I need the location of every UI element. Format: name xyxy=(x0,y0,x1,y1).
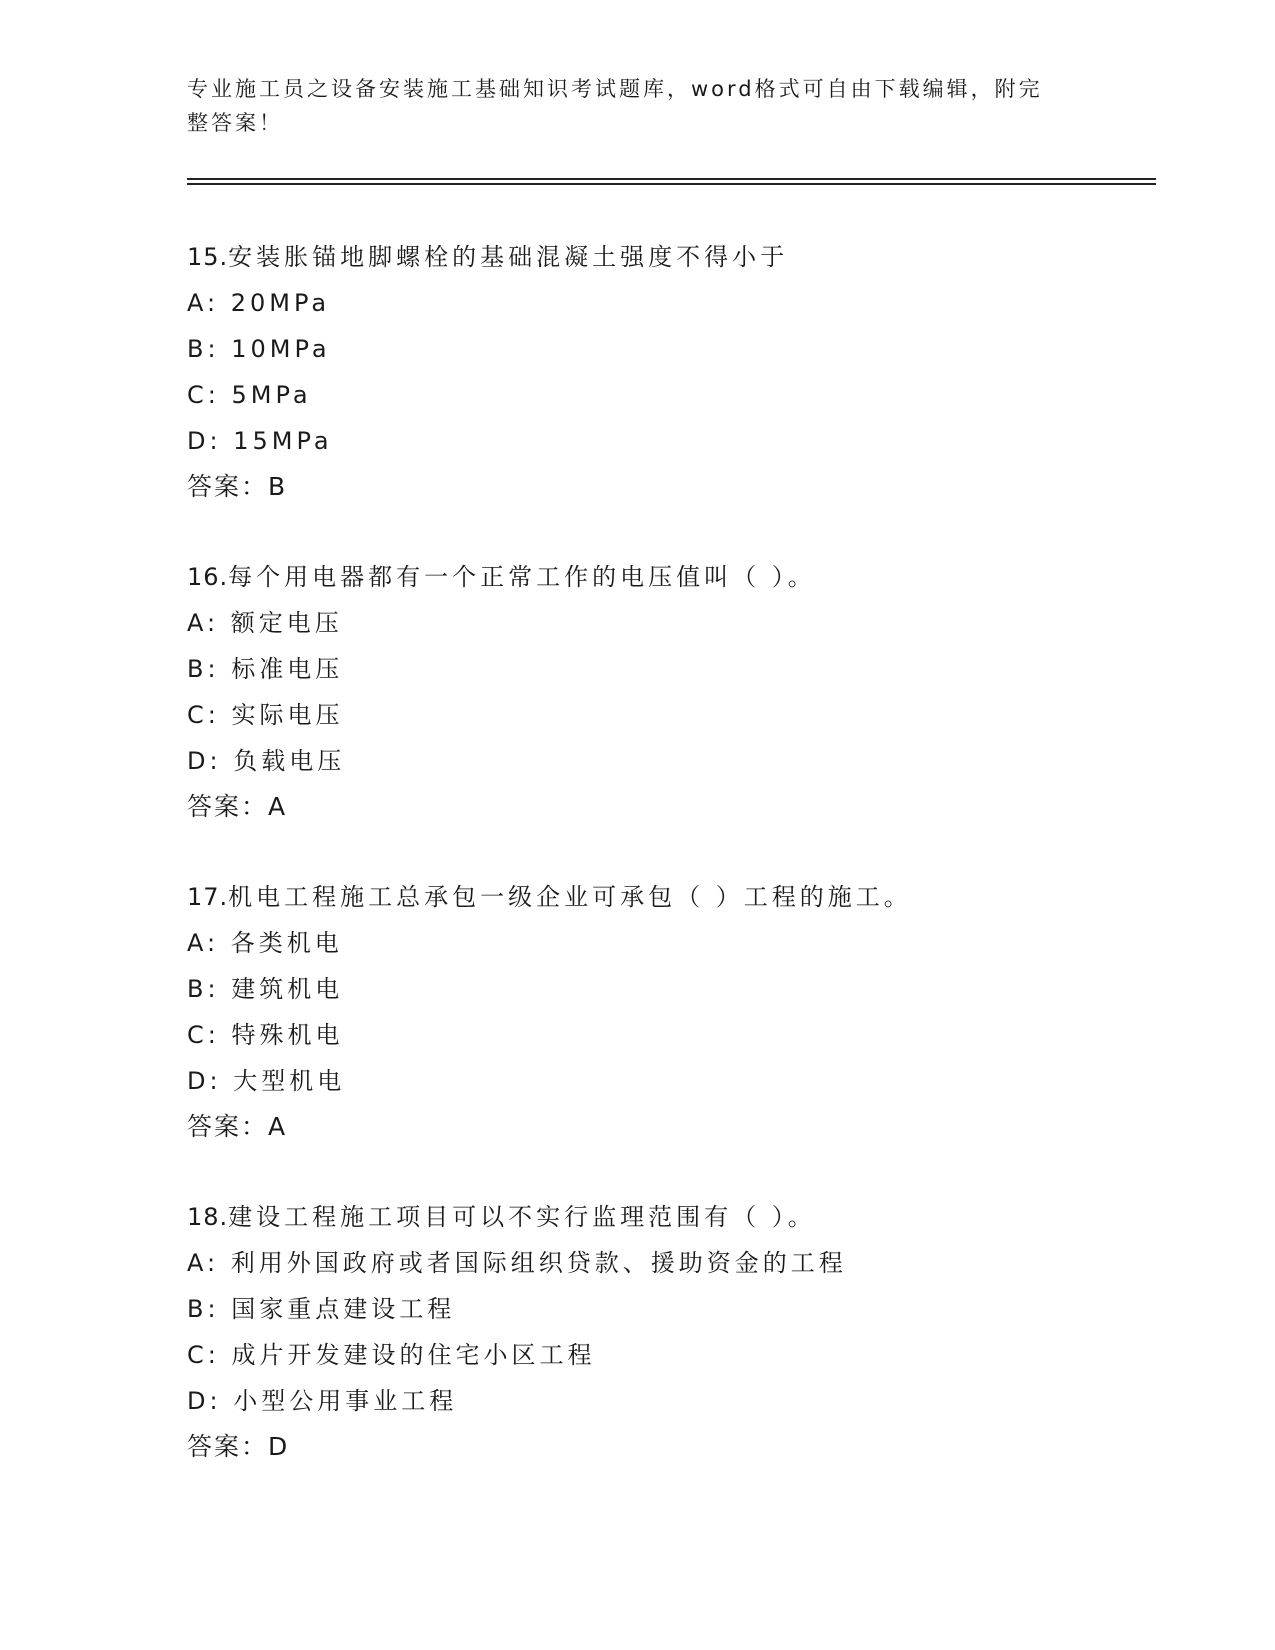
answer-value: A xyxy=(268,792,288,821)
question-text: 每个用电器都有一个正常工作的电压值叫（ ）。 xyxy=(228,563,816,591)
option-b xyxy=(187,326,1147,372)
option-a xyxy=(187,280,1147,326)
question-number: 16. xyxy=(187,563,229,591)
option-label: D: xyxy=(187,1067,222,1095)
option-a xyxy=(187,920,1147,966)
option-b xyxy=(187,646,1147,692)
option-a xyxy=(187,600,1147,646)
option-text: 20MPa xyxy=(230,289,331,317)
answer-label: 答案： xyxy=(187,1112,269,1141)
option-c xyxy=(187,1332,1147,1378)
option-label: D: xyxy=(187,427,222,455)
option-label: A: xyxy=(187,609,220,637)
option-label: A: xyxy=(187,1249,220,1277)
option-text: 负载电压 xyxy=(233,747,346,775)
question-stem xyxy=(187,554,1147,600)
option-label: C: xyxy=(187,381,220,409)
question-list xyxy=(187,234,1147,1514)
answer-label: 答案： xyxy=(187,792,269,821)
option-d xyxy=(187,738,1147,784)
question-17 xyxy=(187,874,1147,1194)
option-text: 实际电压 xyxy=(231,701,344,729)
option-text: 大型机电 xyxy=(233,1067,346,1095)
option-label: C: xyxy=(187,1021,220,1049)
option-text: 5MPa xyxy=(231,381,312,409)
question-text: 建设工程施工项目可以不实行监理范围有（ ）。 xyxy=(228,1203,816,1231)
answer xyxy=(187,1104,1147,1150)
answer-value: B xyxy=(268,472,288,501)
option-label: C: xyxy=(187,1341,220,1369)
question-text: 安装胀锚地脚螺栓的基础混凝土强度不得小于 xyxy=(228,243,789,271)
question-number: 18. xyxy=(187,1203,229,1231)
question-text: 机电工程施工总承包一级企业可承包（ ）工程的施工。 xyxy=(228,883,912,911)
option-text: 特殊机电 xyxy=(231,1021,344,1049)
option-c xyxy=(187,1012,1147,1058)
document-header xyxy=(187,72,1067,140)
option-text: 标准电压 xyxy=(231,655,344,683)
option-label: B: xyxy=(187,975,220,1003)
header-line-1: 专业施工员之设备安装施工基础知识考试题库，word格式可自由下载编辑，附完 xyxy=(187,77,1043,101)
option-b xyxy=(187,966,1147,1012)
answer xyxy=(187,464,1147,510)
option-text: 10MPa xyxy=(231,335,331,363)
question-number: 17. xyxy=(187,883,229,911)
option-d xyxy=(187,418,1147,464)
answer-label: 答案： xyxy=(187,1432,269,1461)
option-label: C: xyxy=(187,701,220,729)
question-number: 15. xyxy=(187,243,229,271)
option-text: 成片开发建设的住宅小区工程 xyxy=(231,1341,596,1369)
header-divider-bottom xyxy=(187,183,1156,185)
option-label: A: xyxy=(187,289,220,317)
option-label: D: xyxy=(187,747,222,775)
answer-value: A xyxy=(268,1112,288,1141)
option-label: B: xyxy=(187,335,220,363)
option-text: 利用外国政府或者国际组织贷款、援助资金的工程 xyxy=(230,1249,847,1277)
option-c xyxy=(187,692,1147,738)
answer-label: 答案： xyxy=(187,472,269,501)
option-b xyxy=(187,1286,1147,1332)
question-16 xyxy=(187,554,1147,874)
option-label: D: xyxy=(187,1387,222,1415)
option-text: 各类机电 xyxy=(230,929,343,957)
question-stem xyxy=(187,874,1147,920)
option-d xyxy=(187,1378,1147,1424)
header-divider-top xyxy=(187,178,1156,180)
option-label: B: xyxy=(187,655,220,683)
option-text: 额定电压 xyxy=(230,609,343,637)
question-18 xyxy=(187,1194,1147,1514)
answer xyxy=(187,1424,1147,1470)
option-text: 国家重点建设工程 xyxy=(231,1295,456,1323)
option-c xyxy=(187,372,1147,418)
option-text: 15MPa xyxy=(233,427,333,455)
answer-value: D xyxy=(268,1432,290,1461)
option-label: A: xyxy=(187,929,220,957)
question-stem xyxy=(187,234,1147,280)
question-15 xyxy=(187,234,1147,554)
option-text: 建筑机电 xyxy=(231,975,344,1003)
answer xyxy=(187,784,1147,830)
option-d xyxy=(187,1058,1147,1104)
option-a xyxy=(187,1240,1147,1286)
header-line-2: 整答案！ xyxy=(187,111,283,135)
option-label: B: xyxy=(187,1295,220,1323)
option-text: 小型公用事业工程 xyxy=(233,1387,458,1415)
question-stem xyxy=(187,1194,1147,1240)
